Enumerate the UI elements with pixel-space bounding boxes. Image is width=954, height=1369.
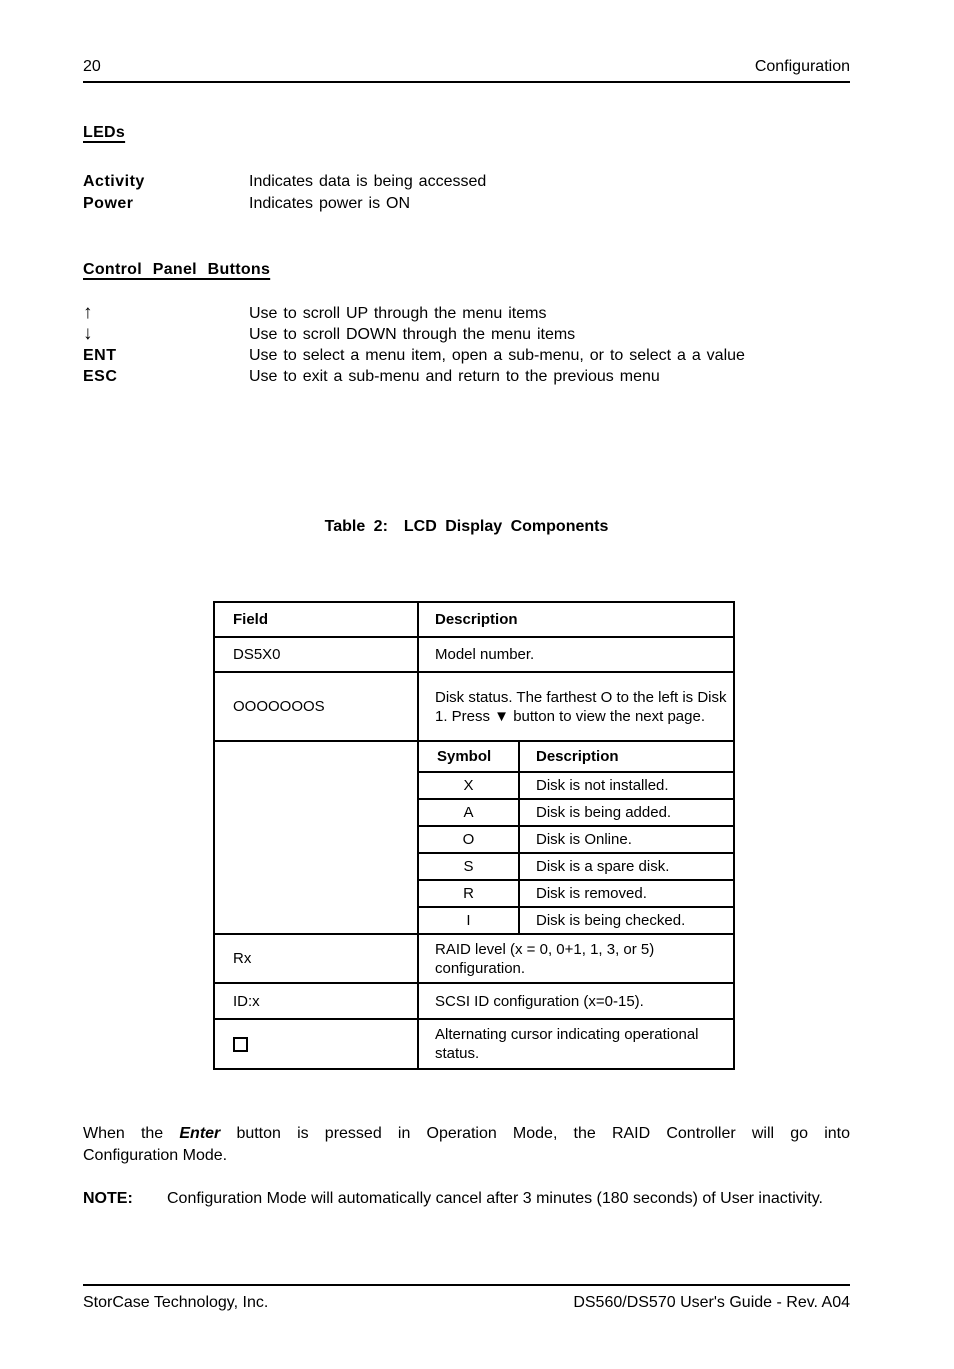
symbol-row-a xyxy=(419,798,733,825)
symbol-desc: Disk is being checked. xyxy=(536,912,686,929)
symbol-row-o xyxy=(419,825,733,852)
symbol-row-s xyxy=(419,852,733,879)
symbol-value: R xyxy=(419,881,520,906)
page-header xyxy=(83,56,850,78)
field-value: DS5X0 xyxy=(215,638,419,671)
field-cursor-cell xyxy=(215,1020,419,1068)
cursor-box-icon xyxy=(233,1037,248,1052)
symbol-sub-table xyxy=(419,742,733,933)
header-section-title: Configuration xyxy=(754,58,850,75)
table-row-symbol-legend xyxy=(215,740,733,933)
table-header-row xyxy=(215,603,733,636)
button-item-down xyxy=(83,324,850,345)
enter-mode-paragraph xyxy=(83,1123,850,1167)
button-desc: Use to exit a sub-menu and return to the previous menu xyxy=(249,368,660,385)
leds-list xyxy=(83,171,850,215)
description-value: SCSI ID configuration (x=0-15). xyxy=(435,992,644,1010)
button-item-esc xyxy=(83,366,850,387)
column-header-field: Field xyxy=(215,603,419,636)
note-label: NOTE: xyxy=(83,1190,133,1207)
sub-table-header-row xyxy=(419,742,733,771)
symbol-desc: Disk is a spare disk. xyxy=(536,858,670,875)
paragraph-line-2: Configuration Mode. xyxy=(83,1147,228,1164)
control-panel-buttons-heading: Control Panel Buttons xyxy=(83,261,271,278)
table-caption-label: Table 2: xyxy=(324,518,388,535)
paragraph-text: button is pressed in Operation Mode, the RAID Controller will go into xyxy=(220,1125,850,1142)
paragraph-text: When the xyxy=(83,1125,180,1142)
field-value: OOOOOOOS xyxy=(215,673,419,740)
led-desc: Indicates power is ON xyxy=(249,195,411,212)
symbol-row-i xyxy=(419,906,733,933)
description-value: Alternating cursor indicating operational status. xyxy=(435,1026,699,1062)
description-value: RAID level (x = 0, 0+1, 1, 3, or 5) configuration. xyxy=(435,940,655,977)
symbol-value: S xyxy=(419,854,520,879)
header-rule xyxy=(83,81,850,83)
symbol-value: X xyxy=(419,773,520,798)
symbol-value: I xyxy=(419,908,520,933)
button-term: ESC xyxy=(83,368,118,385)
symbol-desc: Disk is Online. xyxy=(536,831,632,848)
paragraph-line-1 xyxy=(83,1123,850,1145)
table-row-scsi-id xyxy=(215,982,733,1018)
field-value: Rx xyxy=(215,935,419,982)
button-desc: Use to select a menu item, open a sub-menu, or to select a a value xyxy=(249,347,745,364)
page-number: 20 xyxy=(83,58,101,75)
sub-column-header-description: Description xyxy=(536,748,619,765)
field-empty-cell xyxy=(215,742,419,933)
column-header-description: Description xyxy=(435,611,518,628)
led-item-power xyxy=(83,193,850,215)
table-row-raid xyxy=(215,933,733,982)
table-row-model xyxy=(215,636,733,671)
field-value: ID:x xyxy=(215,984,419,1018)
table-caption-title: LCD Display Components xyxy=(403,518,609,535)
table-row-cursor xyxy=(215,1018,733,1068)
symbol-value: O xyxy=(419,827,520,852)
footer-company: StorCase Technology, Inc. xyxy=(83,1294,269,1311)
note-block xyxy=(83,1188,850,1210)
symbol-desc: Disk is not installed. xyxy=(536,777,669,794)
symbol-desc: Disk is being added. xyxy=(536,804,672,821)
symbol-desc: Disk is removed. xyxy=(536,885,647,902)
button-term: ENT xyxy=(83,347,117,364)
page-footer xyxy=(83,1284,850,1312)
up-arrow-icon: ↑ xyxy=(83,302,93,323)
led-item-activity xyxy=(83,171,850,193)
button-desc: Use to scroll DOWN through the menu items xyxy=(249,326,576,343)
control-panel-buttons-list xyxy=(83,303,850,387)
leds-heading: LEDs xyxy=(83,124,126,141)
description-value: Model number. xyxy=(435,646,535,663)
led-term: Power xyxy=(83,195,134,212)
table-caption xyxy=(83,517,850,537)
led-term: Activity xyxy=(83,173,145,190)
lcd-display-components-table xyxy=(213,601,735,1070)
symbol-value: A xyxy=(419,800,520,825)
button-item-up xyxy=(83,303,850,324)
description-value: Disk status. The farthest O to the left is Disk 1. Press ▼ button to view the next page. xyxy=(435,688,727,725)
led-desc: Indicates data is being accessed xyxy=(249,173,487,190)
button-item-ent xyxy=(83,345,850,366)
symbol-row-r xyxy=(419,879,733,906)
enter-emphasis: Enter xyxy=(179,1125,221,1142)
button-desc: Use to scroll UP through the menu items xyxy=(249,305,547,322)
sub-column-header-symbol: Symbol xyxy=(419,742,520,771)
note-text: Configuration Mode will automatically cancel after 3 minutes (180 seconds) of User inactivity. xyxy=(167,1190,823,1207)
down-arrow-icon: ↓ xyxy=(83,323,93,344)
table-row-disk-status xyxy=(215,671,733,740)
symbol-row-x xyxy=(419,771,733,798)
footer-doc-title: DS560/DS570 User's Guide - Rev. A04 xyxy=(573,1294,850,1311)
